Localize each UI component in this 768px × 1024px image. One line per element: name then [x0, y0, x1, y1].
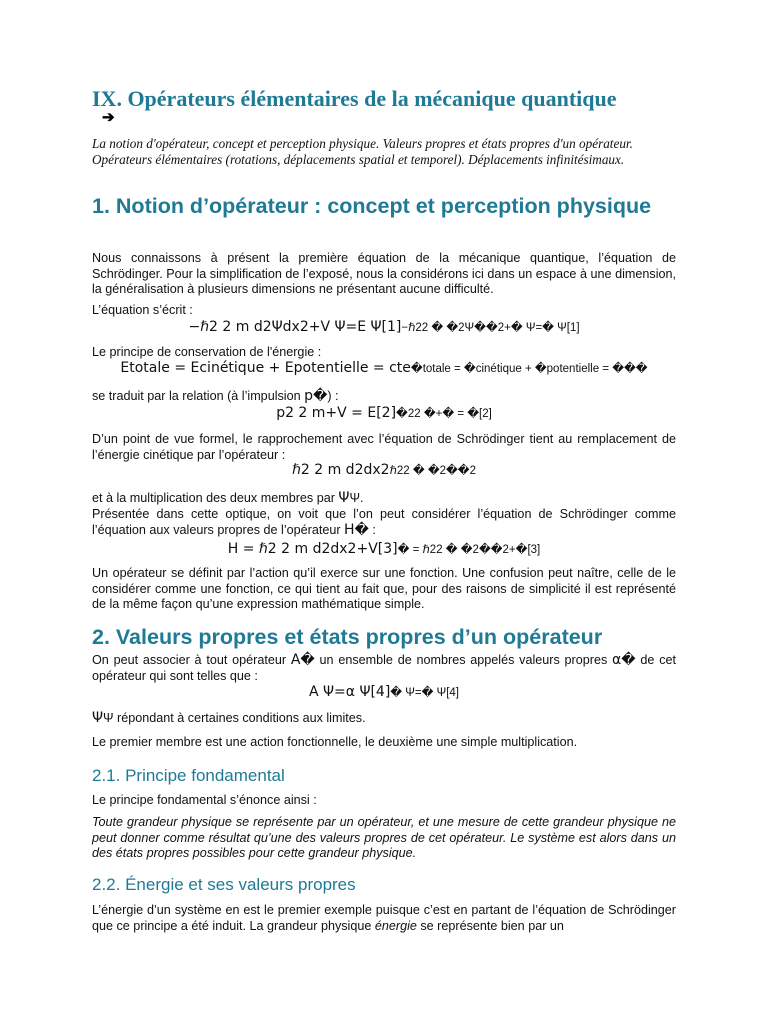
s2-p1-b: un ensemble de nombres appelés valeurs propres: [314, 653, 613, 667]
p4-symbol: p�: [304, 388, 328, 404]
s22-p1-b: se représente bien par un: [416, 918, 564, 933]
p6-text: et à la multiplication des deux membres par: [92, 491, 339, 505]
s2-paragraph-1: [92, 653, 676, 684]
s2-paragraph-2: [92, 711, 676, 727]
s21-paragraph-2: Toute grandeur physique se représente par un opérateur, et une mesure de cette grandeur physique ne peut donner comme résultat qu’une des valeurs propres de cet opérateur. Le système est alors dans un des états propres possibles pour cette grandeur physique.: [92, 815, 676, 860]
equation-2-main: Etotale = Ecinétique + Epotentielle = cte: [120, 360, 411, 376]
page-title: IX. Opérateurs élémentaires de la mécanique quantique: [92, 86, 617, 111]
equation-1: [92, 319, 676, 335]
s2-p1-symbol-alpha: α�: [612, 652, 636, 668]
p6-tail: Ψ.: [349, 491, 364, 505]
p4-end: ) :: [327, 389, 339, 403]
s2-p2-symbol: Ψ: [92, 710, 104, 726]
equation-5-tail: � = ℏ22 � �2��2+�[3]: [397, 544, 541, 556]
s22-p1-a: L’énergie d’un système en est le premier exemple puisque c’est en partant de l’équation de Schrödinger que ce principe a été induit. La grandeur physique: [92, 903, 676, 933]
section-2-1-heading: 2.1. Principe fondamental: [92, 766, 285, 785]
section-2-2-heading: 2.2. Énergie et ses valeurs propres: [92, 875, 356, 894]
s2-p1-c: de cet opérateur qui sont telles que :: [92, 653, 676, 683]
p6-symbol: Ψ: [338, 490, 350, 506]
equation-5-main: H = ℏ2 2 m d2dx2+V[3]: [227, 541, 398, 557]
s22-p1-italic: énergie: [374, 918, 417, 933]
s21-paragraph-1: Le principe fondamental s’énonce ainsi :: [92, 793, 317, 807]
s22-paragraph-1: [92, 903, 676, 934]
equation-4-tail: ℏ22 � �2��2: [389, 465, 476, 477]
equation-1-tail: −ℏ22 � �2Ψ��2+� Ψ=� Ψ[1]: [401, 322, 580, 334]
s1-paragraph-5: D’un point de vue formel, le rapprochement avec l’équation de Schrödinger tient au remplacement de l’énergie cinétique par l’opérateur :: [92, 432, 676, 462]
s1-paragraph-4: [92, 389, 676, 405]
equation-3-main: p2 2 m+V = E[2]: [276, 405, 397, 421]
equation-4: [92, 462, 676, 478]
equation-2: [92, 360, 676, 376]
s1-paragraph-1: Nous connaissons à présent la première équation de la mécanique quantique, l’équation de Schrödinger. Pour la simplification de l’exposé, nous la considérons ici dans un espace à une dimension, la généralisation à plusieurs dimensions ne présentant aucune difficulté.: [92, 251, 676, 296]
equation-3-tail: �22 �+� = �[2]: [396, 408, 492, 420]
s1-paragraph-3: Le principe de conservation de l'énergie :: [92, 345, 322, 359]
p4-text: se traduit par la relation (à l’impulsion: [92, 389, 305, 403]
s1-paragraph-8: Un opérateur se définit par l’action qu’il exerce sur une fonction. Une confusion peut naître, celle de le considérer comme une fonction, ce qui tient au fait que, pour des raisons de simplicité il est représenté de la même façon qu’une expression mathématique simple.: [92, 566, 676, 611]
p7-end: :: [368, 522, 376, 537]
equation-6-main: A Ψ=α Ψ[4]: [308, 684, 391, 700]
section-2-heading: 2. Valeurs propres et états propres d’un opérateur: [92, 625, 603, 649]
p7-text: Présentée dans cette optique, on voit que l’on peut considérer l’équation de Schrödinger comme l’équation aux valeurs propres de l’opérateur: [92, 507, 676, 537]
s2-p1-symbol-a: A�: [290, 652, 315, 668]
section-1-heading: 1. Notion d’opérateur : concept et perception physique: [92, 194, 652, 218]
s2-p1-a: On peut associer à tout opérateur: [92, 653, 291, 667]
equation-4-main: ℏ2 2 m d2dx2: [292, 462, 390, 478]
equation-5: [92, 541, 676, 557]
p7-symbol: H�: [344, 521, 369, 538]
equation-2-tail: �totale = �cinétique + �potentielle = ���: [410, 363, 648, 375]
arrow-right-icon[interactable]: ➔: [102, 109, 115, 126]
equation-6: [92, 684, 676, 700]
s1-paragraph-6: [92, 491, 676, 507]
equation-3: [92, 405, 676, 421]
equation-1-main: −ℏ2 2 m d2Ψdx2+V Ψ=E Ψ[1]: [188, 319, 402, 335]
s1-paragraph-2: L’équation s’écrit :: [92, 303, 193, 317]
equation-6-tail: � Ψ=� Ψ[4]: [390, 687, 459, 699]
intro-paragraph: La notion d'opérateur, concept et perception physique. Valeurs propres et états propres d'un opérateur. Opérateurs élémentaires (rotations, déplacements spatial et temporel). Déplacements infinitésimaux.: [92, 136, 633, 167]
s2-p2-text: Ψ répondant à certaines conditions aux limites.: [103, 711, 366, 725]
s1-paragraph-7: [92, 507, 676, 538]
s2-paragraph-3: Le premier membre est une action fonctionnelle, le deuxième une simple multiplication.: [92, 735, 578, 749]
